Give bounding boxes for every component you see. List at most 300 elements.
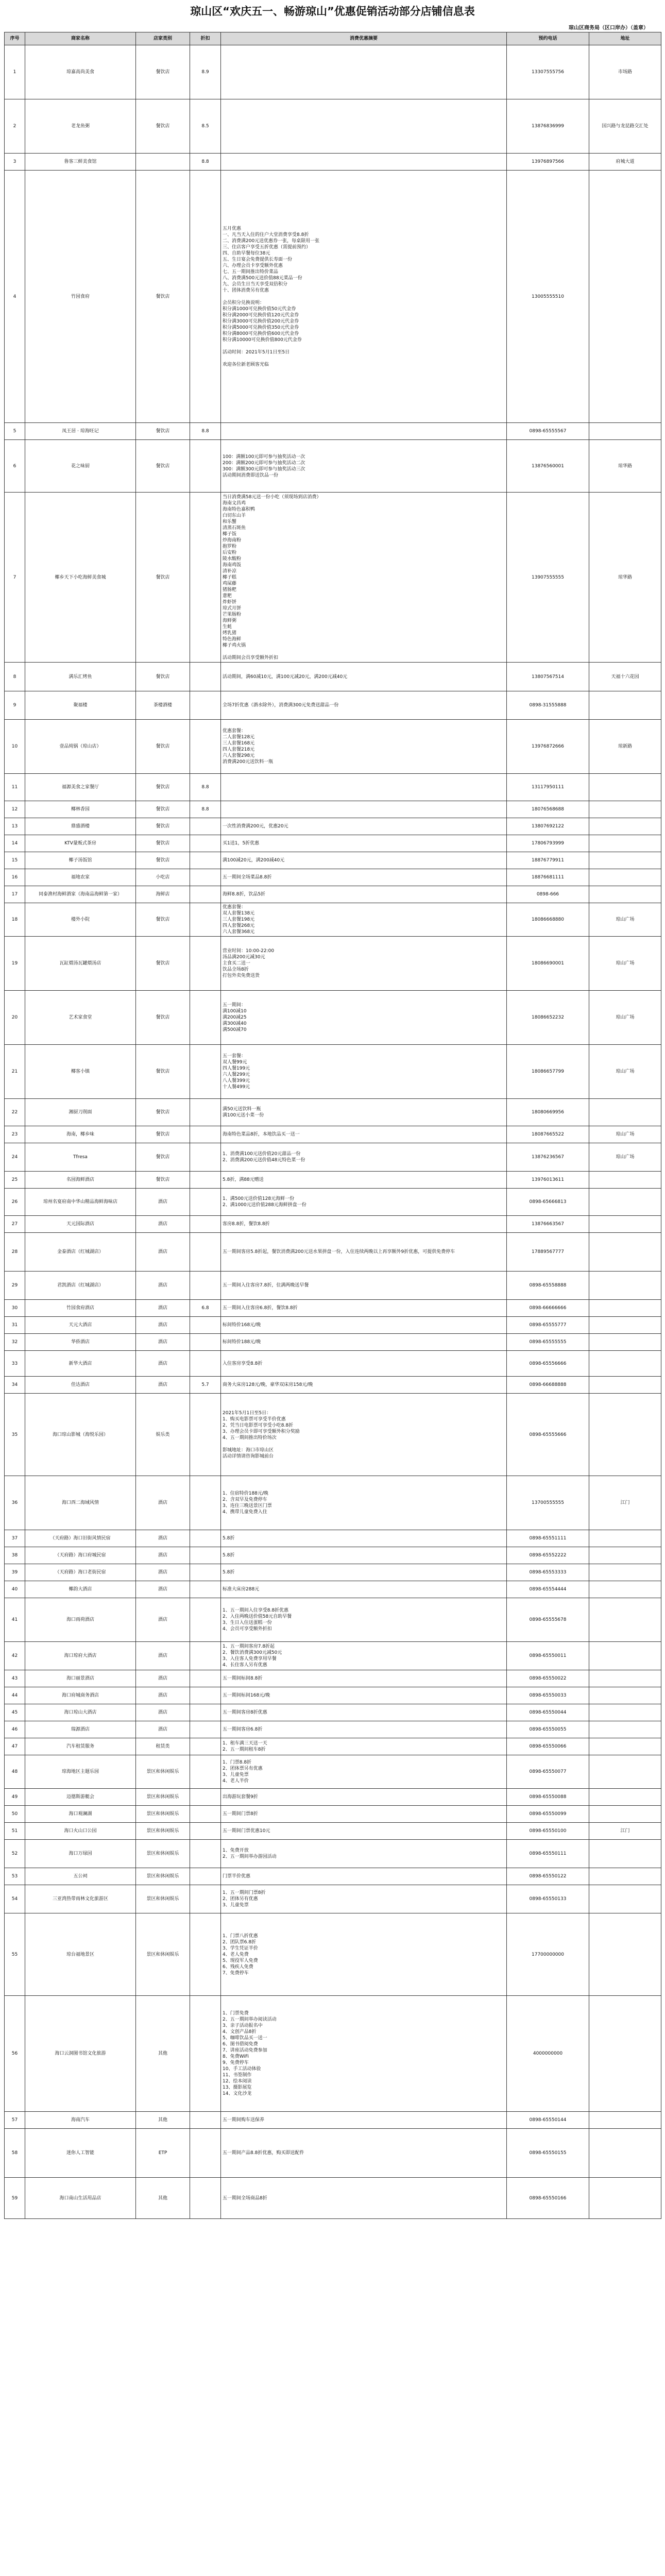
merchant-name: 海口云洞图书馆文化旅游 [25,1996,136,2112]
merchant-type: 酒店 [136,1317,190,1334]
merchant-name: 艺术家食堂 [25,991,136,1045]
offer-summary: 1、消费满100元送价值20元甜品一份 2、消费满200元送价值48元特色菜一份 [221,1143,507,1172]
offer-summary: 2021年5月1日至5日： 1、购买电影票可享受半价优惠 2、凭当日电影票可享受小吃8.8折 3、办理会员卡即可享受额外积分奖励 4、五一期间推出特价场次 影城地址：海口市琼山区 活动详情请咨询影城前台 [221,1394,507,1476]
address: 琼华路 [589,440,661,493]
address [589,1885,661,1913]
row-number: 20 [5,991,25,1045]
row-number: 49 [5,1789,25,1806]
merchant-name: 瑞源酒店 [25,1721,136,1738]
merchant-type: 餐饮店 [136,99,190,154]
header-type: 店家类别 [136,32,190,45]
address [589,1530,661,1547]
row-number: 10 [5,720,25,774]
discount [190,1045,221,1099]
table-row [5,1216,661,1233]
row-number: 21 [5,1045,25,1099]
discount: 6.8 [190,1300,221,1317]
row-number: 22 [5,1099,25,1126]
merchant-type: 酒店 [136,1598,190,1642]
discount: 8.8 [190,423,221,440]
row-number: 24 [5,1143,25,1172]
table-row [5,440,661,493]
table-row [5,663,661,691]
row-number: 52 [5,1840,25,1868]
offer-summary: 1、门票免费 2、五一期间举办阅读活动 3、亲子活动报名中 4、文创产品8折 5、咖啡饮品买一送一 6、图书借阅免费 7、讲座活动免费参加 8、免费WiFi 9、免费停车 10、手工活动体验 11、书签制作 12、绘本阅读 13、摄影展览 14、文化沙龙 [221,1996,507,2112]
merchant-type: 酒店 [136,1189,190,1216]
address [589,1598,661,1642]
merchant-type: 景区和休闲娱乐 [136,1885,190,1913]
discount [190,886,221,903]
row-number: 58 [5,2129,25,2178]
merchant-name: 海口府城商务酒店 [25,1687,136,1704]
address [589,1272,661,1300]
merchant-name: 楼外小院 [25,903,136,937]
merchant-type: 酒店 [136,1581,190,1598]
address [589,1704,661,1721]
table-header [5,32,661,45]
phone: 0898-65550144 [507,2112,589,2129]
merchant-name: 海口丽景酒店 [25,1670,136,1687]
offer-summary: 满50元送饮料一瓶 满100元送小菜一份 [221,1099,507,1126]
address [589,1547,661,1564]
discount [190,1721,221,1738]
discount [190,1530,221,1547]
table-row [5,1840,661,1868]
offer-summary: 当日消费满58元送一份小吃（须现场到店消费） 海南文昌鸡 海南特色嘉积鸭 白切东山羊 和乐蟹 清蒸石斑鱼 椰子饭 炒海南粉 抱罗粉 后安粉 陵水酸粉 海南鸡饭 清补凉 椰子糕 鸡屎藤 猪肠粑 薏粑 炸虾饼 琼式月饼 芒果肠粉 海鲜粥 生蚝 烤乳猪 特色海鲜 椰子鸡火锅 活动期间会员享受额外折扣 [221,493,507,663]
table-row [5,1738,661,1755]
discount [190,2112,221,2129]
merchant-type: 餐饮店 [136,1172,190,1189]
row-number: 34 [5,1377,25,1394]
address [589,2112,661,2129]
row-number: 16 [5,869,25,886]
discount [190,1334,221,1351]
merchant-name: 凤王居 · 琼海旺记 [25,423,136,440]
phone: 0898-65551111 [507,1530,589,1547]
row-number: 51 [5,1823,25,1840]
phone: 0898-65550088 [507,1789,589,1806]
phone: 13117950111 [507,774,589,801]
offer-summary: 1、五一期间入住享受8.8折优惠 2、入住两晚送价值58元自助早餐 3、生日入住送蛋糕一份 4、会员可享受额外折扣 [221,1598,507,1642]
merchant-type: 景区和休闲娱乐 [136,1840,190,1868]
merchant-name: 海南，椰乡味 [25,1126,136,1143]
address [589,1317,661,1334]
address: 琼华路 [589,493,661,663]
offer-summary: 优惠套餐： 二人套餐128元 三人套餐168元 四人套餐218元 六人套餐298元 消费满200元送饮料一瓶 [221,720,507,774]
phone: 17889567777 [507,1233,589,1272]
address: 府城大道 [589,154,661,171]
phone: 0898-66666666 [507,1300,589,1317]
discount: 8.8 [190,154,221,171]
address [589,1377,661,1394]
row-number: 25 [5,1172,25,1189]
table-row [5,2112,661,2129]
merchant-name: 椰子汤饭馆 [25,852,136,869]
discount: 5.7 [190,1377,221,1394]
merchant-type: 酒店 [136,1476,190,1530]
merchant-name: 竹园食府 [25,171,136,423]
merchant-type: 酒店 [136,1530,190,1547]
phone: 0898-65555567 [507,423,589,440]
address [589,818,661,835]
offer-summary: 五一期间全场菜品8.8折 [221,869,507,886]
address [589,2178,661,2219]
table-row [5,1564,661,1581]
table-row [5,991,661,1045]
row-number: 28 [5,1233,25,1272]
discount [190,1476,221,1530]
merchant-type: 餐饮店 [136,1099,190,1126]
merchant-name: 汽车租赁服务 [25,1738,136,1755]
phone: 18076568688 [507,801,589,818]
table-row [5,1099,661,1126]
offer-summary: 1、住宿特价188元/晚 2、含双早及免费停车 3、连住三晚送景区门票 4、携带儿童免费入住 [221,1476,507,1530]
merchant-type: 餐饮店 [136,937,190,991]
offer-summary: 1、五一期间客房7.8折起 2、餐饮消费满300元减50元 3、入住客人免费享用早餐 4、长住客人另有优惠 [221,1642,507,1670]
row-number: 9 [5,691,25,720]
address [589,774,661,801]
row-number: 45 [5,1704,25,1721]
discount: 8.5 [190,99,221,154]
row-number: 43 [5,1670,25,1687]
offer-summary: 五一期间购车送保养 [221,2112,507,2129]
discount [190,691,221,720]
table-row [5,691,661,720]
discount [190,1996,221,2112]
offer-summary [221,99,507,154]
merchant-name: 琼嘉高尚美食 [25,45,136,99]
table-row [5,1351,661,1377]
table-row [5,154,661,171]
phone: 0898-65558888 [507,1272,589,1300]
address [589,1351,661,1377]
phone: 0898-666 [507,886,589,903]
merchant-name: 琼州名宴府南中华山精品海鲜海味店 [25,1189,136,1216]
discount [190,1172,221,1189]
address [589,1233,661,1272]
offer-summary: 客房8.8折，餐饮8.8折 [221,1216,507,1233]
row-number: 56 [5,1996,25,2112]
merchant-name: 鼎盛酒楼 [25,818,136,835]
merchant-type: 景区和休闲娱乐 [136,1755,190,1789]
table-row [5,1868,661,1885]
table-row [5,1377,661,1394]
merchant-type: 餐饮店 [136,493,190,663]
phone: 0898-65550122 [507,1868,589,1885]
row-number: 29 [5,1272,25,1300]
merchant-type: 酒店 [136,1377,190,1394]
merchant-type: 酒店 [136,1272,190,1300]
merchant-name: 海南汽车 [25,2112,136,2129]
merchant-name: 海口火山口公园 [25,1823,136,1840]
discount [190,1189,221,1216]
phone: 0898-65556666 [507,1351,589,1377]
table-row [5,835,661,852]
merchant-type: 娱乐类 [136,1394,190,1476]
merchant-name: 壹品炖锅（琼山店） [25,720,136,774]
table-row [5,45,661,99]
table-row [5,1721,661,1738]
merchant-name: 海口琼山影城（海悦乐园） [25,1394,136,1476]
phone: 0898-65555666 [507,1394,589,1476]
offer-summary: 买1送1，5折优惠 [221,835,507,852]
offer-summary: 五月优惠 一、凡当天入住的住户大堂消费享受8.8折 二、消费满200元送优惠券一张，每桌限用一张 三、住店客户享受五折优惠（需提前预约） 四、自助早餐每位38元 五、生日宴会免费提供长寿面一份 六、办理会员卡享受额外优惠 七、五一期间推出特价菜品 八、消费满500元送价值88元菜品一份 九、会员生日当天享受双倍积分 十、团体消费另有优惠 会员积分兑换说明： 积分满1000可兑换价值50元代金券 积分满2000可兑换价值120元代金券 积分满3000可兑换价值200元代金券 积分满5000可兑换价值350元代金券 积分满8000可兑换价值600元代金券 积分满10000可兑换价值800元代金券 活动时间：2021年5月1日至5日 欢迎各位新老顾客光临 [221,171,507,423]
phone: 0898-65550111 [507,1840,589,1868]
table-row [5,1996,661,2112]
address [589,1300,661,1317]
merchant-name: 君凯酒店（红城湖店） [25,1272,136,1300]
discount [190,440,221,493]
row-number: 23 [5,1126,25,1143]
table-row [5,1045,661,1099]
merchant-type: 餐饮店 [136,1143,190,1172]
offer-summary: 标准大床房288元 [221,1581,507,1598]
merchant-name: 海口南山生活用品店 [25,2178,136,2219]
address [589,1189,661,1216]
discount [190,1564,221,1581]
discount [190,1642,221,1670]
offer-summary: 活动期间，满60减10元，满100元减20元，满200元减40元 [221,663,507,691]
phone: 0898-65554444 [507,1581,589,1598]
discount [190,1789,221,1806]
header-name: 商家名称 [25,32,136,45]
discount [190,1704,221,1721]
offer-summary: 五一期间标间8.8折 [221,1670,507,1687]
discount [190,663,221,691]
address [589,1840,661,1868]
address: 琼山广场 [589,1045,661,1099]
row-number: 47 [5,1738,25,1755]
phone: 13876236567 [507,1143,589,1172]
table-row [5,1806,661,1823]
merchant-name: 海口琼山大酒店 [25,1704,136,1721]
discount [190,1126,221,1143]
address [589,1806,661,1823]
phone: 18086657799 [507,1045,589,1099]
address [589,1868,661,1885]
offer-summary: 五一期间产品8.8折优惠，购买即送配件 [221,2129,507,2178]
merchant-name: 五公祠 [25,1868,136,1885]
offer-summary: 入住客房享受8.8折 [221,1351,507,1377]
merchant-name: Tfresa [25,1143,136,1172]
address [589,1581,661,1598]
row-number: 11 [5,774,25,801]
merchant-type: 景区和休闲娱乐 [136,1789,190,1806]
row-number: 32 [5,1334,25,1351]
offer-summary: 商务大床房128元/晚，豪华双床房158元/晚 [221,1377,507,1394]
table-row [5,1687,661,1704]
merchant-name: 椰乡天下小吃海鲜美食城 [25,493,136,663]
discount [190,1806,221,1823]
row-number: 54 [5,1885,25,1913]
row-number: 12 [5,801,25,818]
offer-summary: 1、门票8.8折 2、团体票另有优惠 3、儿童免票 4、老人半价 [221,1755,507,1789]
offer-summary [221,45,507,99]
offer-summary: 出海游玩套餐9折 [221,1789,507,1806]
merchant-type [136,154,190,171]
merchant-name: （天府路）海口府城民宿 [25,1547,136,1564]
phone: 0898-65550133 [507,1885,589,1913]
table-row [5,1233,661,1272]
discount [190,1738,221,1755]
phone: 0898-65550100 [507,1823,589,1840]
address [589,1738,661,1755]
merchant-type: 餐饮店 [136,852,190,869]
row-number: 4 [5,171,25,423]
table-row [5,1334,661,1351]
table-row [5,1189,661,1216]
row-number: 59 [5,2178,25,2219]
merchant-name: 名园海鲜酒店 [25,1172,136,1189]
phone: 0898-31555888 [507,691,589,720]
discount [190,720,221,774]
discount: 8.8 [190,801,221,818]
table-row [5,99,661,154]
table-row [5,1581,661,1598]
issuer-line: 琼山区商务局（区口岸办）（盖章） [569,25,649,31]
phone: 13976897566 [507,154,589,171]
row-number: 15 [5,852,25,869]
discount [190,1687,221,1704]
row-number: 8 [5,663,25,691]
table-row [5,1300,661,1317]
row-number: 42 [5,1642,25,1670]
discount [190,493,221,663]
phone: 0898-65555678 [507,1598,589,1642]
discount [190,1581,221,1598]
phone: 18086668880 [507,903,589,937]
row-number: 39 [5,1564,25,1581]
merchant-name: 海口西二海域风情 [25,1476,136,1530]
address: 琼山广场 [589,903,661,937]
merchant-type: 餐饮店 [136,903,190,937]
row-number: 55 [5,1913,25,1996]
phone: 18086652232 [507,991,589,1045]
discount [190,818,221,835]
phone: 13976872666 [507,720,589,774]
address [589,869,661,886]
row-number: 3 [5,154,25,171]
discount [190,1868,221,1885]
phone: 13976013611 [507,1172,589,1189]
address: 江门 [589,1476,661,1530]
merchant-type: ETP [136,2129,190,2178]
merchant-type: 酒店 [136,1564,190,1581]
table-row [5,937,661,991]
merchant-type: 景区和休闲娱乐 [136,1868,190,1885]
merchant-type: 餐饮店 [136,720,190,774]
offer-summary: 5.8折 [221,1547,507,1564]
phone: 17806793999 [507,835,589,852]
row-number: 37 [5,1530,25,1547]
phone: 0898-66688888 [507,1377,589,1394]
discount [190,1272,221,1300]
merchant-name: （天府路）海口老街民宿 [25,1564,136,1581]
offer-summary: 五一套餐： 双人餐99元 四人餐199元 六人餐299元 八人餐399元 十人餐499元 [221,1045,507,1099]
address: 江门 [589,1823,661,1840]
discount [190,1670,221,1687]
row-number: 46 [5,1721,25,1738]
offer-summary: 营业时间：10:00-22:00 汤品满200元减30元 主食买二送一 饮品全场8折 打包外卖免费送货 [221,937,507,991]
row-number: 38 [5,1547,25,1564]
merchant-type: 餐饮店 [136,818,190,835]
phone: 0898-65550099 [507,1806,589,1823]
merchant-type: 餐饮店 [136,45,190,99]
row-number: 36 [5,1476,25,1530]
offer-summary: 五一期间客房5.8折起，餐饮消费满200元送水果拼盘一份，入住连续两晚以上再享额外9折优惠，可提供免费停车 [221,1233,507,1272]
discount [190,2129,221,2178]
offer-summary: 五一期间入住客房7.8折，住满两晚送早餐 [221,1272,507,1300]
offer-summary: 满100减20元，满200减40元 [221,852,507,869]
table-row [5,493,661,663]
address [589,2129,661,2178]
phone: 18086690001 [507,937,589,991]
offer-summary: 标间特价168元/晚 [221,1317,507,1334]
merchant-name: 迈德斯游艇会 [25,1789,136,1806]
discount [190,903,221,937]
merchant-name: 花之味厨 [25,440,136,493]
merchant-name: 金泰酒店（红城湖店） [25,1233,136,1272]
address [589,1670,661,1687]
merchant-name: 瓦缸煨汤瓦罐煨汤店 [25,937,136,991]
row-number: 1 [5,45,25,99]
address [589,1564,661,1581]
offer-summary: 1、租车满三天送一天 2、五一期间租车8折 [221,1738,507,1755]
phone: 13807692122 [507,818,589,835]
table-row [5,903,661,937]
discount [190,869,221,886]
phone: 0898-65550077 [507,1755,589,1789]
merchant-name: 竹园食府酒店 [25,1300,136,1317]
row-number: 31 [5,1317,25,1334]
offer-summary: 门票半价优惠 [221,1868,507,1885]
merchant-type: 餐饮店 [136,801,190,818]
merchant-name: 新华大酒店 [25,1351,136,1377]
merchant-type: 餐饮店 [136,440,190,493]
table-row [5,1823,661,1840]
phone: 0898-65555555 [507,1334,589,1351]
merchant-type: 餐饮店 [136,1045,190,1099]
address: 市场路 [589,45,661,99]
offer-summary: 五一期间标间168元/晚 [221,1687,507,1704]
address [589,1216,661,1233]
table-row [5,1885,661,1913]
table-row [5,171,661,423]
merchant-name: （天府路）海口旧街风情民宿 [25,1530,136,1547]
phone: 0898-65555777 [507,1317,589,1334]
merchant-name: 福源美食之家餐厅 [25,774,136,801]
row-number: 48 [5,1755,25,1789]
merchant-type: 餐饮店 [136,171,190,423]
offer-summary: 五一期间全场商品8折 [221,2178,507,2219]
merchant-type: 海鲜店 [136,886,190,903]
merchant-type: 酒店 [136,1670,190,1687]
offer-summary: 五一期间客房6.8折 [221,1721,507,1738]
table-row [5,2129,661,2178]
phone: 0898-65550044 [507,1704,589,1721]
merchant-type: 酒店 [136,1642,190,1670]
offer-summary [221,774,507,801]
row-number: 27 [5,1216,25,1233]
address: 琼山广场 [589,1143,661,1172]
table-row [5,1530,661,1547]
offer-summary [221,423,507,440]
row-number: 33 [5,1351,25,1377]
offer-summary: 5.8折，满88元赠送 [221,1172,507,1189]
merchant-type: 餐饮店 [136,1126,190,1143]
discount [190,1216,221,1233]
offer-summary: 五一期间门票8折 [221,1806,507,1823]
